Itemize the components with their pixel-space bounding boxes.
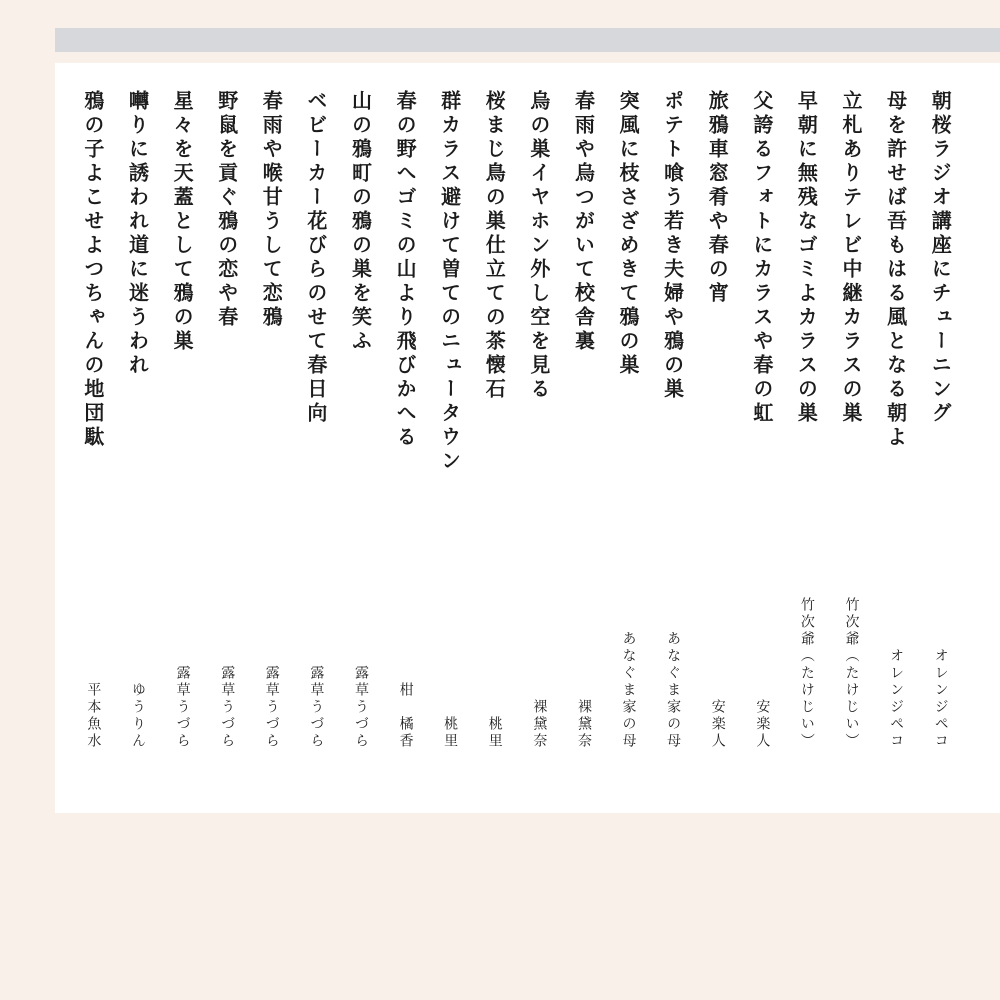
poem-column [294, 90, 339, 790]
poem-text: 山の鴉町の鴉の巣を笑ふ [348, 90, 373, 354]
poem-column [874, 90, 919, 790]
poem-author: 柑 橘香 [397, 682, 414, 750]
poem-text: 桜まじ鳥の巣仕立ての茶懐石 [482, 90, 507, 402]
poem-column [740, 90, 785, 790]
poem-text: 烏の巣イヤホン外し空を見る [526, 90, 551, 402]
poem-column [829, 90, 874, 790]
poem-author: 安楽人 [754, 699, 771, 750]
poem-author: あなぐま家の母 [665, 631, 682, 750]
poem-text: 囀りに誘われ道に迷うわれ [125, 90, 150, 378]
poem-text: 旅鴉車窓肴や春の宵 [705, 90, 730, 306]
poem-column [918, 90, 963, 790]
poem-column [651, 90, 696, 790]
poem-column [428, 90, 473, 790]
poem-text: 立札ありテレビ中継カラスの巣 [839, 90, 864, 426]
poem-text: 鴉の子よこせよつちゃんの地団駄 [80, 90, 105, 450]
poem-author: オレンジペコ [932, 648, 949, 750]
poem-author: 竹次爺（たけじい） [798, 597, 815, 750]
poem-column [383, 90, 428, 790]
poem-column [116, 90, 161, 790]
poem-author: 竹次爺（たけじい） [843, 597, 860, 750]
poem-column [472, 90, 517, 790]
poem-author: 露草うづら [174, 665, 191, 750]
poem-author: 桃里 [442, 716, 459, 750]
poem-author: ゆうりん [130, 682, 147, 750]
poem-column [160, 90, 205, 790]
poem-text: 朝桜ラジオ講座にチューニング [928, 90, 953, 426]
poem-text: 春雨や喉甘うして恋鴉 [259, 90, 284, 330]
poem-column [695, 90, 740, 790]
poem-list [71, 90, 963, 790]
poem-column [71, 90, 116, 790]
poem-author: 裸黛奈 [575, 699, 592, 750]
poem-author: 露草うづら [352, 665, 369, 750]
poem-author: 露草うづら [308, 665, 325, 750]
poem-column [205, 90, 250, 790]
poem-text: 星々を天蓋として鴉の巣 [170, 90, 195, 354]
poem-text: ベビーカー花びらのせて春日向 [303, 90, 328, 426]
poem-author: 安楽人 [709, 699, 726, 750]
poem-column [517, 90, 562, 790]
poem-text: 父誇るフォトにカラスや春の虹 [749, 90, 774, 426]
poem-author: 裸黛奈 [531, 699, 548, 750]
poem-author: オレンジペコ [888, 648, 905, 750]
poem-author: あなぐま家の母 [620, 631, 637, 750]
poem-text: 野鼠を貢ぐ鴉の恋や春 [214, 90, 239, 330]
poem-author: 平本魚水 [85, 682, 102, 750]
poem-column [562, 90, 607, 790]
poem-text: 春雨や烏つがいて校舎裏 [571, 90, 596, 354]
poem-text: 突風に枝さざめきて鴉の巣 [616, 90, 641, 378]
poem-author: 桃里 [486, 716, 503, 750]
poem-column [785, 90, 830, 790]
poem-text: 母を許せば吾もはる風となる朝よ [883, 90, 908, 450]
poem-column [606, 90, 651, 790]
poem-author: 露草うづら [263, 665, 280, 750]
poem-column [339, 90, 384, 790]
poem-column [250, 90, 295, 790]
top-bar [55, 28, 1000, 52]
poem-text: 春の野へゴミの山より飛びかへる [393, 90, 418, 450]
poem-text: 早朝に無残なゴミよカラスの巣 [794, 90, 819, 426]
poem-author: 露草うづら [219, 665, 236, 750]
poem-text: 群カラス避けて曽てのニュータウン [437, 90, 462, 474]
poem-text: ポテト喰う若き夫婦や鴉の巣 [660, 90, 685, 402]
